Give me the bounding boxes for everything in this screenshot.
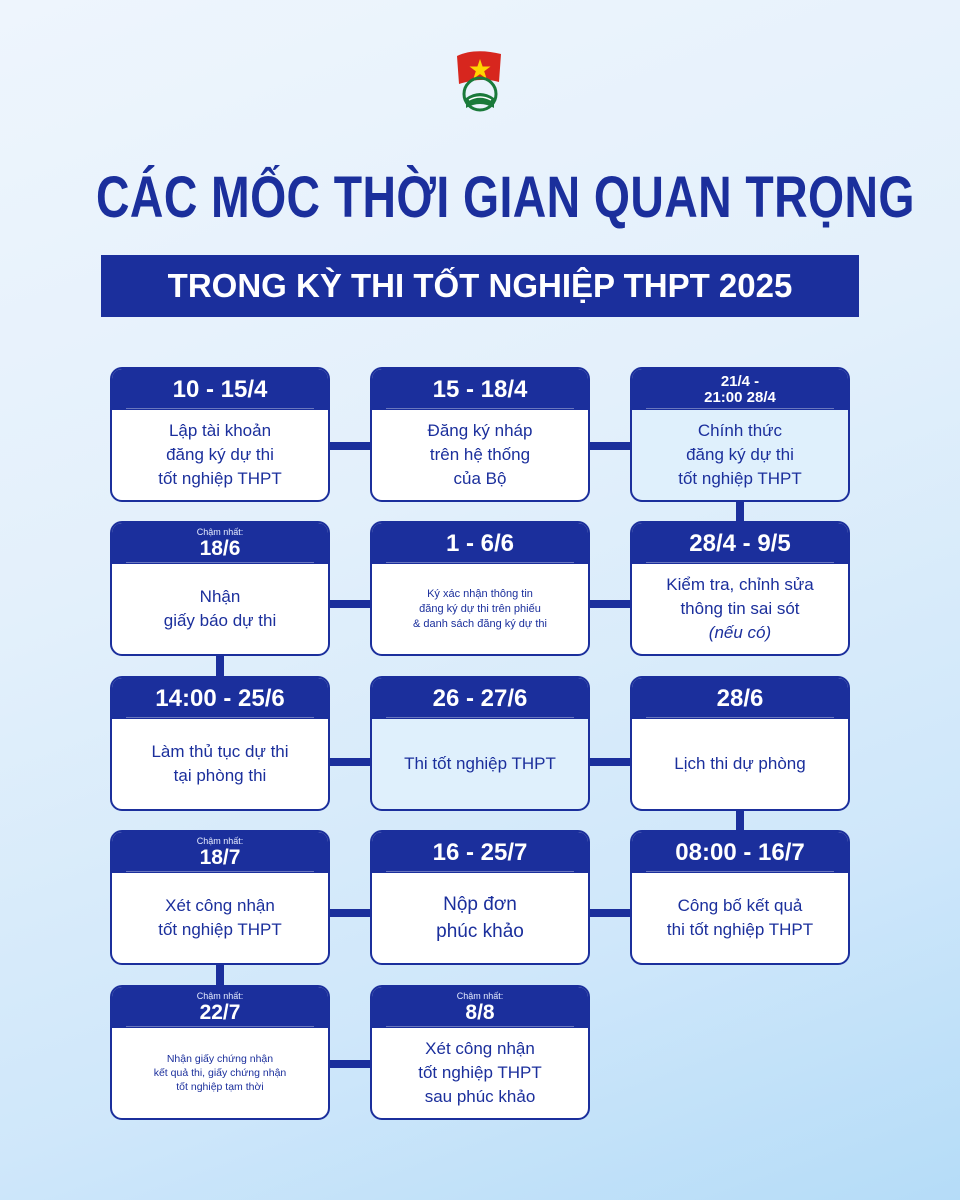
milestone-text: Nhận giấy báo dự thi (163, 587, 277, 630)
milestone-date-header (112, 523, 328, 564)
milestone-body (112, 1028, 328, 1118)
milestone-date-header (112, 987, 328, 1028)
milestone-card (370, 676, 590, 811)
milestone-date: 08:00 - 16/7 (675, 838, 805, 866)
milestone-card (110, 367, 330, 502)
milestone-card (110, 985, 330, 1120)
milestone-card (630, 521, 850, 656)
milestone-text: Kiểm tra, chỉnh sửa thông tin sai sót (666, 575, 814, 618)
milestone-body (372, 1028, 588, 1118)
milestone-date-header (632, 523, 848, 564)
milestone-text: Đăng ký nháp trên hệ thống của Bộ (427, 421, 533, 488)
milestone-date: 14:00 - 25/6 (155, 684, 285, 712)
milestone-date-header (112, 678, 328, 719)
connector (330, 758, 370, 766)
page-subtitle: TRONG KỲ THI TỐT NGHIỆP THPT 2025 (101, 255, 859, 317)
milestone-card (630, 367, 850, 502)
connector (590, 909, 630, 917)
milestone-text: Lập tài khoản đăng ký dự thi tốt nghiệp THPT (158, 421, 282, 488)
milestone-date-header (372, 987, 588, 1028)
milestone-date-header (632, 369, 848, 410)
milestone-text: Công bố kết quả thi tốt nghiệp THPT (666, 896, 814, 939)
milestone-note: (nếu có) (708, 623, 772, 642)
milestone-date-header (372, 832, 588, 873)
milestone-text: Thi tốt nghiệp THPT (404, 754, 556, 773)
milestone-date: 15 - 18/4 (432, 375, 528, 403)
connector (590, 600, 630, 608)
milestone-card (630, 830, 850, 965)
milestone-prefix: Chậm nhất: (196, 527, 244, 537)
milestone-date: 22/7 (199, 1001, 241, 1024)
milestone-prefix: Chậm nhất: (196, 836, 244, 846)
milestone-prefix: Chậm nhất: (456, 991, 504, 1001)
connector (330, 600, 370, 608)
milestone-date: 28/4 - 9/5 (689, 529, 791, 557)
milestone-body (112, 410, 328, 500)
milestone-date-header (112, 832, 328, 873)
milestone-body (112, 873, 328, 963)
milestone-body (632, 564, 848, 654)
milestone-date: 21/4 - (720, 372, 760, 390)
milestone-date-header (112, 369, 328, 410)
milestone-body (372, 410, 588, 500)
connector (330, 442, 370, 450)
milestone-body (372, 873, 588, 963)
milestone-text: Ký xác nhận thông tin đăng ký dự thi trên phiếu & danh sách đăng ký dự thi (413, 587, 547, 630)
milestone-date: 18/6 (199, 537, 241, 560)
milestone-card (110, 830, 330, 965)
milestone-date: 26 - 27/6 (432, 684, 528, 712)
connector (330, 909, 370, 917)
milestone-text: Nộp đơn phúc khảo (436, 894, 524, 942)
milestone-text: Nhận giấy chứng nhận kết quả thi, giấy chứng nhận tốt nghiệp tạm thời (153, 1053, 287, 1093)
milestone-text: Lịch thi dự phòng (674, 754, 806, 773)
milestone-body (372, 564, 588, 654)
milestone-card (110, 521, 330, 656)
connector (330, 1060, 370, 1068)
milestone-date: 8/8 (465, 1001, 495, 1024)
milestone-card (110, 676, 330, 811)
milestone-text: Làm thủ tục dự thi tại phòng thi (151, 742, 289, 785)
milestone-card (370, 985, 590, 1120)
milestone-date-header (372, 678, 588, 719)
milestone-body (632, 410, 848, 500)
milestone-body (112, 719, 328, 809)
milestone-text: Xét công nhận tốt nghiệp THPT sau phúc khảo (418, 1039, 542, 1106)
milestone-body (632, 873, 848, 963)
milestone-body (372, 719, 588, 809)
milestone-date-header (372, 523, 588, 564)
milestone-card (370, 830, 590, 965)
connector (590, 442, 630, 450)
milestone-date: 21:00 28/4 (704, 388, 776, 406)
milestone-date: 28/6 (716, 684, 764, 712)
page-title: CÁC MỐC THỜI GIAN QUAN TRỌNG (96, 165, 915, 230)
milestone-date-header (632, 678, 848, 719)
milestone-date: 18/7 (199, 846, 241, 869)
connector (736, 810, 744, 830)
milestone-text: Chính thức đăng ký dự thi tốt nghiệp THPT (678, 421, 802, 488)
connector (216, 656, 224, 676)
milestone-card (370, 521, 590, 656)
milestone-prefix: Chậm nhất: (196, 991, 244, 1001)
milestone-date-header (372, 369, 588, 410)
milestone-text: Xét công nhận tốt nghiệp THPT (158, 896, 282, 939)
milestone-body (112, 564, 328, 654)
milestone-date-header (632, 832, 848, 873)
milestone-body (632, 719, 848, 809)
milestone-date: 1 - 6/6 (445, 529, 515, 557)
milestone-card (370, 367, 590, 502)
youth-union-emblem-icon (451, 48, 509, 114)
connector (736, 502, 744, 522)
connector (590, 758, 630, 766)
milestone-card (630, 676, 850, 811)
connector (216, 965, 224, 985)
milestone-date: 10 - 15/4 (172, 375, 268, 403)
milestone-date: 16 - 25/7 (432, 838, 528, 866)
